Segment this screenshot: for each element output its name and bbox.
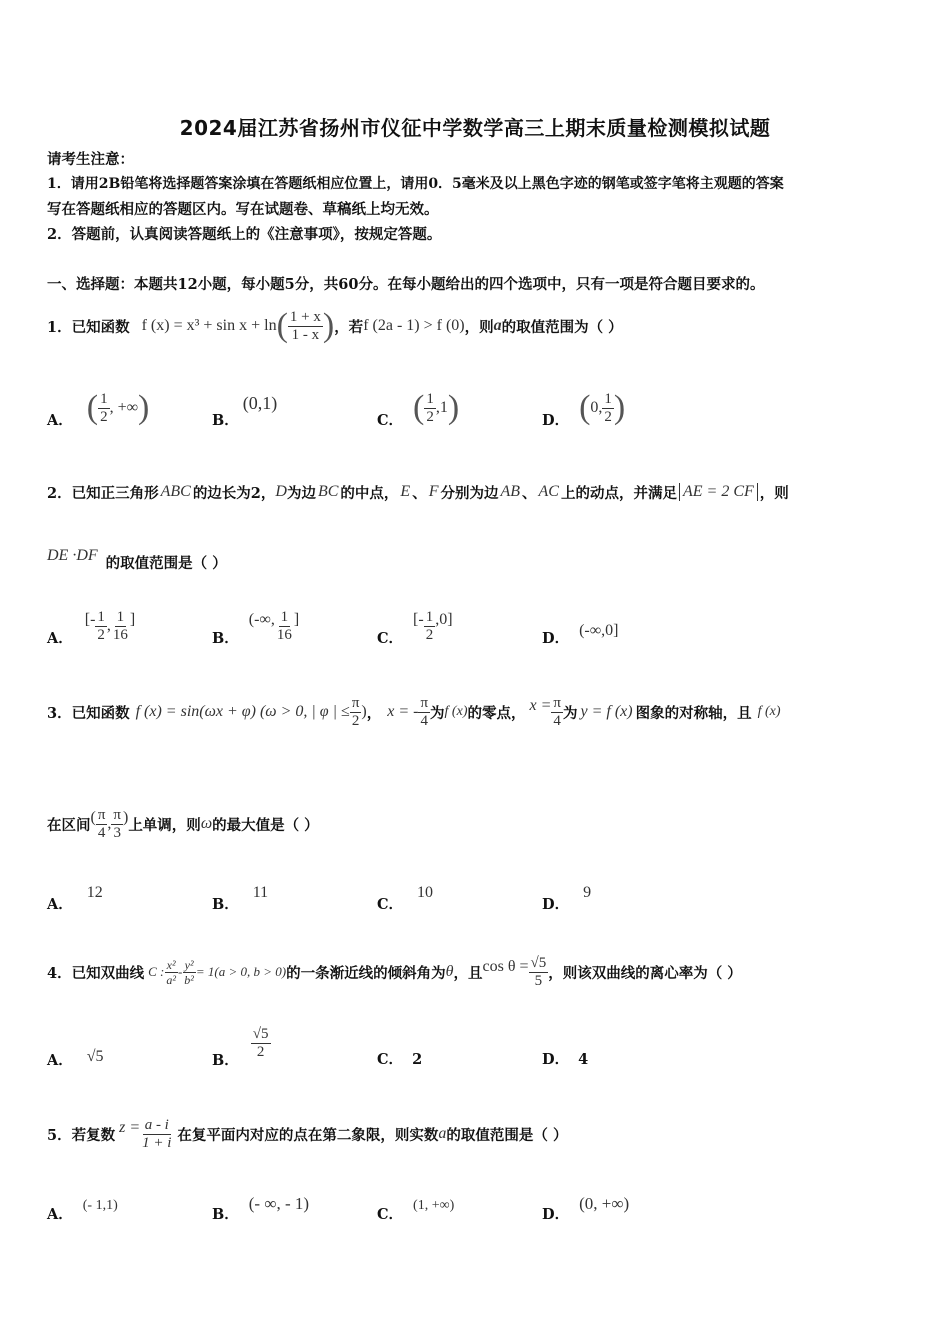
option-value: ,0] (435, 611, 453, 628)
frac-num: 1 (604, 390, 612, 407)
option-value: 9 (583, 884, 592, 901)
math-variable: a (493, 317, 502, 334)
question-number: 4．已知双曲线 (47, 964, 145, 982)
frac-den: 2 (425, 626, 434, 643)
option-value: (-∞,0] (579, 622, 619, 639)
frac-den: 5 (534, 972, 543, 989)
question-text: 为边 (286, 484, 316, 502)
option-label: C． (377, 412, 404, 429)
math-fraction (96, 807, 108, 842)
option-value: , +∞ (109, 399, 139, 416)
question-text: 的中点， (340, 484, 399, 502)
math-expression: AE = 2 CF (679, 483, 758, 501)
option-value: ] (293, 611, 300, 628)
option-d[interactable] (542, 1048, 588, 1069)
option-label: A． (47, 896, 73, 913)
frac-num: a - i (144, 1116, 169, 1133)
math-symbol: ) (361, 703, 367, 720)
math-fraction (529, 955, 549, 990)
option-value: (- 1,1) (82, 1198, 118, 1213)
paren-open: ( (579, 389, 591, 426)
math-fraction (111, 807, 123, 842)
option-label: D． (542, 412, 570, 429)
option-separator: , (106, 617, 111, 634)
option-value: ] (129, 611, 136, 628)
question-text: 分别为边 (440, 484, 499, 502)
math-fraction (275, 609, 294, 644)
question-number: 2．已知正三角形 (47, 484, 159, 502)
frac-num: π (351, 694, 360, 711)
frac-den: 2 (256, 1044, 265, 1060)
notice-line: 2．答题前，认真阅读答题纸上的《注意事项》，按规定答题。 (47, 226, 442, 243)
math-expression: f (2a - 1) > f (0) (363, 317, 465, 334)
section-heading: 一、选择题：本题共12小题，每小题5分，共60分。在每小题给出的四个选项中，只有一项是符合题目要求的。 (47, 276, 765, 293)
question-text: 图象的对称轴，且 (635, 704, 752, 722)
notice-heading: 请考生注意： (47, 151, 134, 168)
option-value: [- (413, 611, 424, 628)
question-text: ，则 (759, 484, 789, 502)
paren-close: ) (322, 307, 335, 344)
question-4 (47, 948, 742, 996)
option-value: [- (84, 611, 96, 628)
frac-num: x² (166, 957, 176, 972)
option-label: A． (47, 412, 73, 429)
paren-close: ) (138, 389, 150, 426)
question-text: 的最大值是（ ） (212, 816, 319, 834)
frac-den: 2 (351, 712, 360, 729)
notice-line: 写在答题纸相应的答题区内。写在试题卷、草稿纸上均无效。 (47, 201, 439, 218)
question-number: 1．已知函数 (47, 318, 130, 336)
option-a[interactable] (47, 880, 103, 914)
option-label: C． (377, 1206, 404, 1223)
option-value: 2 (412, 1051, 423, 1068)
question-2-line2 (47, 548, 227, 576)
paren-open: ( (413, 389, 425, 426)
question-3 (47, 688, 781, 736)
math-expression: cos θ = (482, 958, 529, 975)
option-label: D． (542, 896, 570, 913)
question-text: ， (366, 704, 382, 722)
option-value: (1, +∞) (413, 1198, 455, 1213)
question-text: 、 (522, 484, 537, 502)
option-label: B． (212, 630, 239, 647)
option-label: A． (47, 630, 73, 647)
math-expression: z = (119, 1119, 141, 1136)
math-expression: DE ·DF (47, 547, 98, 564)
frac-den: 1 - x (291, 326, 320, 343)
math-fraction (251, 1026, 271, 1061)
math-variable: F (428, 483, 439, 500)
math-variable: ABC (160, 483, 191, 500)
option-label: B． (212, 896, 239, 913)
question-text: 的取值范围是（ ） (105, 554, 227, 572)
paren-open: ( (276, 307, 288, 344)
frac-num: √5 (252, 1026, 269, 1042)
question-text: 在区间 (47, 816, 91, 834)
option-a[interactable] (47, 604, 135, 648)
option-d[interactable] (542, 880, 591, 914)
question-1 (47, 304, 623, 348)
math-variable: E (400, 483, 411, 500)
math-variable: AB (500, 483, 521, 500)
notice-line: 1．请用2B铅笔将选择题答案涂填在答题纸相应位置上，请用0．5毫米及以上黑色字迹的钢笔或签字笔将主观题的答案 (47, 176, 784, 192)
option-value: (0, +∞) (579, 1194, 630, 1213)
question-3-line2 (47, 800, 319, 848)
option-label: B． (212, 1206, 239, 1223)
math-fraction (164, 958, 178, 987)
option-b[interactable] (212, 604, 299, 648)
option-label: A． (47, 1052, 73, 1069)
question-number: 3．已知函数 (47, 704, 130, 722)
option-value: (- ∞, - 1) (248, 1194, 310, 1213)
question-text: 在复平面内对应的点在第二象限，则实数 (177, 1126, 439, 1144)
option-b[interactable] (212, 386, 277, 430)
frac-num: 1 (100, 390, 108, 407)
frac-num: 1 (426, 390, 434, 407)
question-number: 5．若复数 (47, 1126, 116, 1144)
option-c[interactable] (377, 604, 453, 648)
math-variable: a (438, 1125, 447, 1142)
frac-den: 4 (420, 712, 428, 729)
question-text: 的取值范围是（ ） (446, 1126, 568, 1144)
question-text: ，且 (453, 964, 483, 982)
math-fraction (111, 609, 130, 644)
math-expression: f (x) = x³ + sin x + ln (141, 317, 277, 334)
option-value: ,1 (435, 399, 448, 416)
frac-den: 2 (426, 408, 434, 425)
math-fraction (182, 958, 196, 987)
frac-num: 1 + x (289, 308, 321, 325)
option-value: 10 (417, 884, 434, 901)
math-fraction (95, 609, 107, 644)
option-c[interactable] (377, 1048, 422, 1069)
option-b[interactable] (212, 1192, 309, 1224)
frac-den: 4 (97, 824, 106, 841)
question-text: 上的动点，并满足 (560, 484, 677, 502)
option-c[interactable] (377, 1192, 454, 1224)
frac-den: 1 + i (142, 1134, 172, 1151)
frac-num: π (420, 694, 429, 711)
math-expression: x = - (387, 703, 419, 720)
math-expression: f (x) (757, 704, 781, 719)
option-label: D． (542, 1206, 570, 1223)
option-value: 11 (252, 884, 269, 901)
frac-den: 16 (112, 626, 128, 643)
option-a[interactable] (47, 1192, 118, 1224)
option-label: C． (377, 1051, 404, 1068)
frac-num: π (113, 806, 121, 823)
math-expression: y = f (x) (580, 703, 633, 720)
frac-num: 1 (280, 608, 289, 625)
math-fraction (424, 609, 436, 644)
option-label: B． (212, 1052, 239, 1069)
page-title: 2024届江苏省扬州市仪征中学数学高三上期末质量检测模拟试题 (179, 116, 771, 140)
frac-num: 1 (116, 608, 125, 625)
frac-num: √5 (530, 954, 547, 971)
option-a[interactable] (47, 386, 149, 430)
frac-den: 2 (100, 408, 108, 425)
math-fraction (551, 695, 563, 730)
frac-den: 2 (604, 408, 612, 425)
math-variable: θ (445, 963, 454, 980)
math-expression: f (x) = sin(ωx + φ) (ω > 0, | φ | ≤ (135, 703, 350, 720)
paren-open: ( (86, 389, 99, 426)
option-a[interactable] (47, 1040, 104, 1070)
math-symbol: - (177, 964, 183, 979)
option-label: B． (212, 412, 239, 429)
math-variable: D (275, 483, 287, 500)
option-label: D． (542, 630, 570, 647)
option-d[interactable] (542, 604, 618, 648)
frac-den: 16 (276, 626, 292, 643)
option-b[interactable] (212, 1026, 271, 1070)
option-value: (-∞, (248, 611, 275, 628)
math-expression: C : (148, 964, 165, 979)
math-fraction (350, 695, 362, 730)
question-text: 的一条渐近线的倾斜角为 (286, 964, 446, 982)
option-label: C． (377, 896, 404, 913)
frac-num: 1 (425, 608, 434, 625)
question-text: 的零点， (467, 704, 526, 722)
frac-num: π (97, 806, 106, 823)
frac-num: π (553, 694, 561, 711)
option-c[interactable] (377, 880, 433, 914)
frac-den: a² (166, 972, 176, 987)
math-symbol: ( (90, 809, 96, 826)
math-symbol: , (107, 815, 112, 832)
option-value: (0,1) (242, 392, 278, 413)
option-value: √5 (86, 1048, 104, 1065)
math-fraction (424, 391, 436, 426)
option-value: 12 (86, 884, 103, 901)
question-text: 的取值范围为（ ） (501, 318, 623, 336)
frac-den: 3 (113, 824, 121, 841)
option-c[interactable] (377, 386, 459, 430)
math-fraction (288, 309, 323, 344)
question-text: 的边长为2， (192, 484, 276, 502)
math-variable: AC (538, 483, 559, 500)
question-2 (47, 478, 789, 506)
frac-den: 4 (553, 712, 561, 729)
paren-close: ) (613, 389, 626, 426)
question-text: 上单调，则 (128, 816, 201, 834)
question-text: 为 (430, 704, 445, 722)
question-text: ，则该双曲线的离心率为（ ） (548, 964, 742, 982)
math-variable: ω (200, 815, 213, 832)
option-value: 0, (590, 399, 603, 416)
math-variable: BC (317, 483, 339, 500)
frac-num: 1 (97, 608, 105, 625)
option-d[interactable] (542, 386, 625, 430)
option-label: A． (47, 1206, 73, 1223)
question-text: 、 (412, 484, 427, 502)
frac-num: y² (184, 957, 194, 972)
option-b[interactable] (212, 880, 268, 914)
option-label: D． (542, 1051, 570, 1068)
question-5 (47, 1110, 567, 1158)
question-text: 为 (562, 704, 578, 722)
math-expression: = 1(a > 0, b > 0) (195, 964, 287, 979)
math-expression: f (x) (444, 704, 468, 719)
question-text: ，若 (334, 318, 364, 336)
option-d[interactable] (542, 1192, 629, 1224)
option-label: C． (377, 630, 404, 647)
math-expression: x = (529, 697, 552, 714)
frac-den: 2 (97, 626, 105, 643)
math-fraction (418, 695, 430, 730)
math-fraction (140, 1117, 173, 1152)
math-fraction (602, 391, 614, 426)
frac-den: b² (184, 972, 194, 987)
math-fraction (98, 391, 110, 426)
option-value: 4 (578, 1051, 589, 1068)
paren-close: ) (447, 389, 460, 426)
math-symbol: ) (122, 809, 129, 826)
question-text: ，则 (464, 318, 494, 336)
